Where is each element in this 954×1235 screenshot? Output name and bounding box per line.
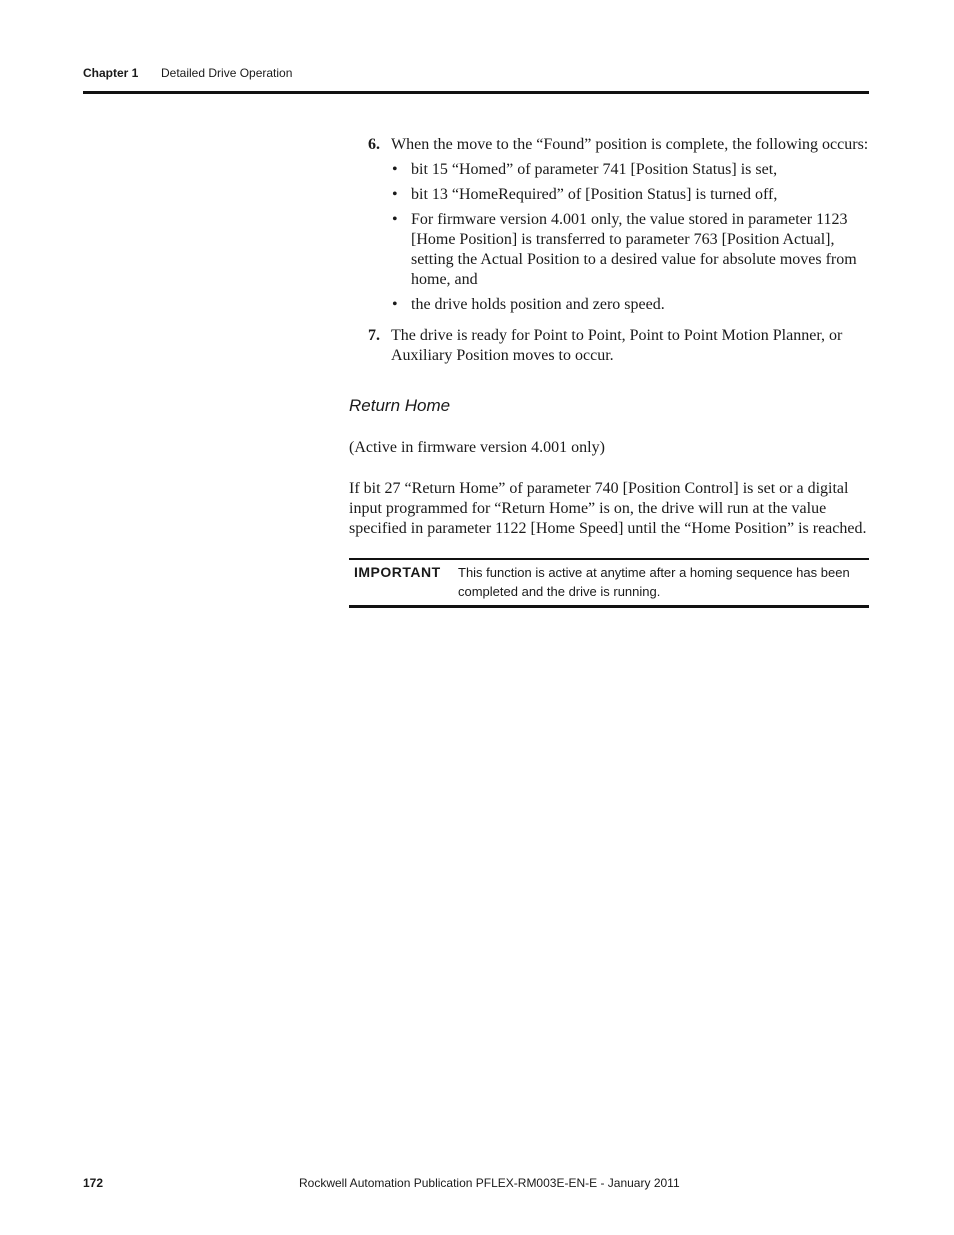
list-item (392, 185, 871, 205)
step-6-bullet-list (349, 160, 871, 315)
main-content (349, 135, 871, 539)
bullet-icon: • (392, 211, 398, 228)
list-item-text: For firmware version 4.001 only, the value stored in parameter 1123 [Home Position] is transferred to parameter 763 [Position Actual], setting the Actual Position to a desired value for absolute moves from home, and (411, 211, 857, 288)
list-item (392, 295, 871, 315)
page-number: 172 (83, 1176, 104, 1190)
step-text: The drive is ready for Point to Point, Point to Point Motion Planner, or Auxiliary Position moves to occur. (391, 327, 843, 364)
important-text: This function is active at anytime after a homing sequence has been completed and the drive is running. (458, 565, 850, 599)
section-paragraph: If bit 27 “Return Home” of parameter 740 [Position Control] is set or a digital input programmed for “Return Home” is on, the drive will run at the value specified in parameter 1122 [Home Speed] until the “Home Position” is reached. (349, 480, 867, 537)
list-item-text: bit 13 “HomeRequired” of [Position Status] is turned off, (411, 186, 778, 203)
publication-info: Rockwell Automation Publication PFLEX-RM003E-EN-E - January 2011 (299, 1176, 680, 1190)
step-7 (349, 326, 871, 366)
step-text: When the move to the “Found” position is complete, the following occurs: (391, 136, 869, 153)
section-heading: Return Home (349, 396, 451, 415)
list-item-text: the drive holds position and zero speed. (411, 296, 665, 313)
step-6 (349, 135, 871, 155)
chapter-title: Detailed Drive Operation (161, 66, 293, 80)
bullet-icon: • (392, 161, 398, 178)
important-callout (349, 558, 869, 608)
list-item (392, 160, 871, 180)
bullet-icon: • (392, 186, 398, 203)
firmware-note: (Active in firmware version 4.001 only) (349, 439, 605, 456)
list-item-text: bit 15 “Homed” of parameter 741 [Position Status] is set, (411, 161, 778, 178)
step-number: 7. (368, 327, 380, 344)
list-item (392, 210, 871, 290)
chapter-label: Chapter 1 (83, 66, 139, 80)
page-header (83, 66, 869, 94)
bullet-icon: • (392, 296, 398, 313)
step-number: 6. (368, 136, 380, 153)
important-label: IMPORTANT (354, 564, 441, 580)
